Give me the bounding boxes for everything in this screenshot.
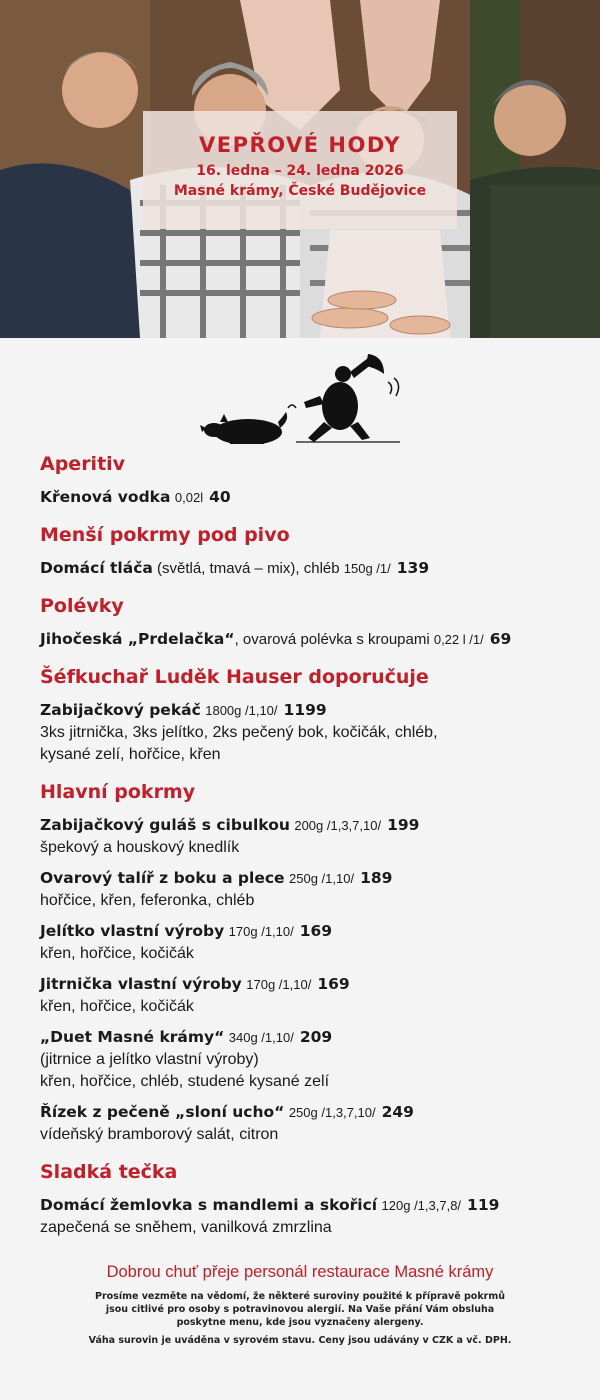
pig-and-butcher-icon — [200, 352, 410, 444]
item-sub: zapečená se sněhem, vanilková zmrzlina — [40, 1219, 332, 1236]
item-price: 199 — [387, 816, 420, 834]
section-dessert — [40, 1160, 580, 1239]
menu-item — [40, 486, 580, 509]
item-name: Domácí žemlovka s mandlemi a skořicí — [40, 1196, 378, 1214]
item-price: 189 — [360, 869, 393, 887]
item-name: Zabijačkový pekáč — [40, 701, 201, 719]
event-title: VEPŘOVÉ HODY — [199, 133, 401, 157]
item-price: 119 — [467, 1196, 500, 1214]
section-aperitiv — [40, 452, 580, 509]
item-sub: (jitrnice a jelítko vlastní výroby) — [40, 1051, 259, 1068]
menu-item — [40, 557, 580, 580]
footer — [0, 1263, 600, 1346]
item-price: 69 — [489, 630, 512, 648]
item-desc: (světlá, tmavá – mix), chléb — [152, 560, 344, 577]
item-price: 40 — [209, 488, 231, 506]
item-name: Křenová vodka — [40, 488, 171, 506]
section-title: Aperitiv — [40, 453, 126, 475]
item-meta: 1800g /1,10/ — [205, 703, 278, 718]
section-small-dishes — [40, 523, 580, 580]
section-title: Sladká tečka — [40, 1161, 178, 1183]
item-meta: 150g /1/ — [343, 561, 391, 576]
item-sub: špekový a houskový knedlík — [40, 839, 240, 856]
menu-item — [40, 1101, 580, 1146]
menu-item — [40, 628, 580, 651]
item-price: 249 — [381, 1103, 414, 1121]
item-meta: 340g /1,10/ — [228, 1030, 294, 1045]
item-price: 169 — [317, 975, 350, 993]
section-title: Hlavní pokrmy — [40, 781, 196, 803]
item-meta: 170g /1,10/ — [228, 924, 294, 939]
item-price: 139 — [396, 559, 430, 577]
event-dates: 16. ledna – 24. ledna 2026 — [196, 163, 404, 179]
item-sub: kysané zelí, hořčice, křen — [40, 746, 221, 763]
footer-greeting: Dobrou chuť přeje personál restaurace Masné krámy — [106, 1263, 494, 1281]
item-name: Jitrnička vlastní výroby — [40, 975, 242, 993]
section-title: Šéfkuchař Luděk Hauser doporučuje — [40, 666, 429, 688]
menu-item — [40, 1026, 580, 1093]
item-name: Jelítko vlastní výroby — [40, 922, 225, 940]
item-meta: 200g /1,3,7,10/ — [294, 818, 382, 833]
item-meta: 0,22 l /1/ — [433, 632, 484, 647]
menu-item — [40, 867, 580, 912]
item-name: Řízek z pečeně „sloní ucho“ — [40, 1103, 285, 1121]
item-sub: křen, hořčice, chléb, studené kysané zelí — [40, 1073, 330, 1090]
item-price: 209 — [299, 1028, 333, 1046]
section-chef-recommends — [40, 665, 580, 766]
section-title: Polévky — [40, 595, 124, 617]
item-meta: 0,02l — [174, 490, 204, 505]
item-price: 1199 — [283, 701, 327, 719]
menu-item — [40, 814, 580, 859]
item-sub: křen, hořčice, kočičák — [40, 998, 194, 1015]
item-desc: , ovarová polévka s kroupami — [234, 631, 434, 648]
item-name: Zabijačkový guláš s cibulkou — [40, 816, 290, 834]
item-meta: 120g /1,3,7,8/ — [381, 1198, 462, 1213]
menu-list — [40, 452, 580, 1239]
item-sub: vídeňský bramborový salát, citron — [40, 1126, 279, 1143]
section-soups — [40, 594, 580, 651]
hero-title-panel — [143, 111, 457, 229]
menu-item — [40, 973, 580, 1018]
item-name: Ovarový talíř z boku a plece — [40, 869, 285, 887]
item-name: Jihočeská „Prdelačka“ — [40, 630, 235, 648]
item-name: Domácí tláča — [40, 559, 153, 577]
item-sub: hořčice, křen, feferonka, chléb — [40, 892, 255, 909]
item-name: „Duet Masné krámy“ — [40, 1028, 225, 1046]
menu-item — [40, 699, 580, 766]
section-main-dishes — [40, 780, 580, 1146]
item-meta: 250g /1,3,7,10/ — [288, 1105, 376, 1120]
allergen-note: Prosíme vezměte na vědomí, že některé suroviny použité k přípravě pokrmů jsou citlivé pro osoby s potravinovou alergií. Na Vaše přání Vám obsluha poskytne menu, kde jsou vyznačeny alergeny. — [95, 1291, 505, 1328]
item-meta: 170g /1,10/ — [246, 977, 312, 992]
item-meta: 250g /1,10/ — [289, 871, 355, 886]
item-price: 169 — [299, 922, 333, 940]
section-title: Menší pokrmy pod pivo — [40, 524, 290, 546]
item-sub: 3ks jitrnička, 3ks jelítko, 2ks pečený bok, kočičák, chléb, — [40, 724, 438, 741]
menu-item — [40, 1194, 580, 1239]
hero-photo — [0, 0, 600, 338]
weight-note: Váha surovin je uváděna v syrovém stavu. Ceny jsou udávány v CZK a vč. DPH. — [88, 1335, 512, 1346]
menu-item — [40, 920, 580, 965]
item-sub: křen, hořčice, kočičák — [40, 945, 194, 962]
event-venue: Masné krámy, České Budějovice — [173, 183, 427, 199]
